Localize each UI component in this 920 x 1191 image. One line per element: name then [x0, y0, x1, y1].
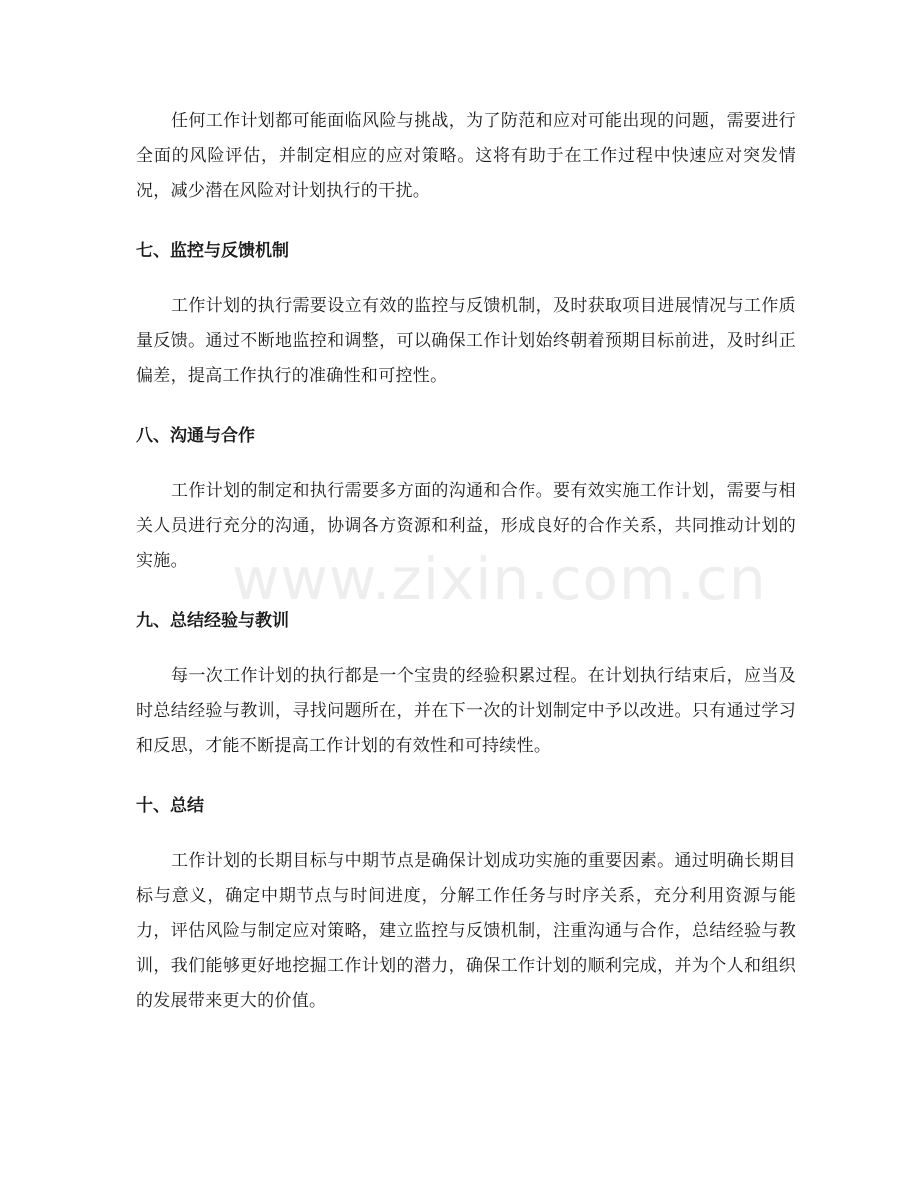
section-heading-summary: 十、总结 [136, 796, 204, 816]
section-heading-communication: 八、沟通与合作 [136, 426, 255, 446]
paragraph-risk: 任何工作计划都可能面临风险与挑战，为了防范和应对可能出现的问题，需要进行全面的风险评估，并制定相应的应对策略。这将有助于在工作过程中快速应对突发情况，减少潜在风险对计划执行的干扰。 [136, 111, 796, 201]
section-heading-monitoring: 七、监控与反馈机制 [136, 241, 289, 261]
watermark: www.zixin.com.cn [232, 545, 767, 613]
document-body [136, 104, 796, 1019]
section-heading-lessons: 九、总结经验与教训 [136, 611, 289, 631]
paragraph-lessons: 每一次工作计划的执行都是一个宝贵的经验积累过程。在计划执行结束后，应当及时总结经验与教训，寻找问题所在，并在下一次的计划制定中予以改进。只有通过学习和反思，才能不断提高工作计划的有效性和可持续性。 [136, 666, 796, 756]
paragraph-summary: 工作计划的长期目标与中期节点是确保计划成功实施的重要因素。通过明确长期目标与意义，确定中期节点与时间进度，分解工作任务与时序关系，充分利用资源与能力，评估风险与制定应对策略，建立监控与反馈机制，注重沟通与合作，总结经验与教训，我们能够更好地挖掘工作计划的潜力，确保工作计划的顺利完成，并为个人和组织的发展带来更大的价值。 [136, 851, 796, 1011]
paragraph-communication: 工作计划的制定和执行需要多方面的沟通和合作。要有效实施工作计划，需要与相关人员进行充分的沟通，协调各方资源和利益，形成良好的合作关系，共同推动计划的实施。 [136, 481, 796, 571]
paragraph-monitoring: 工作计划的执行需要设立有效的监控与反馈机制，及时获取项目进展情况与工作质量反馈。通过不断地监控和调整，可以确保工作计划始终朝着预期目标前进，及时纠正偏差，提高工作执行的准确性和可控性。 [136, 296, 796, 386]
